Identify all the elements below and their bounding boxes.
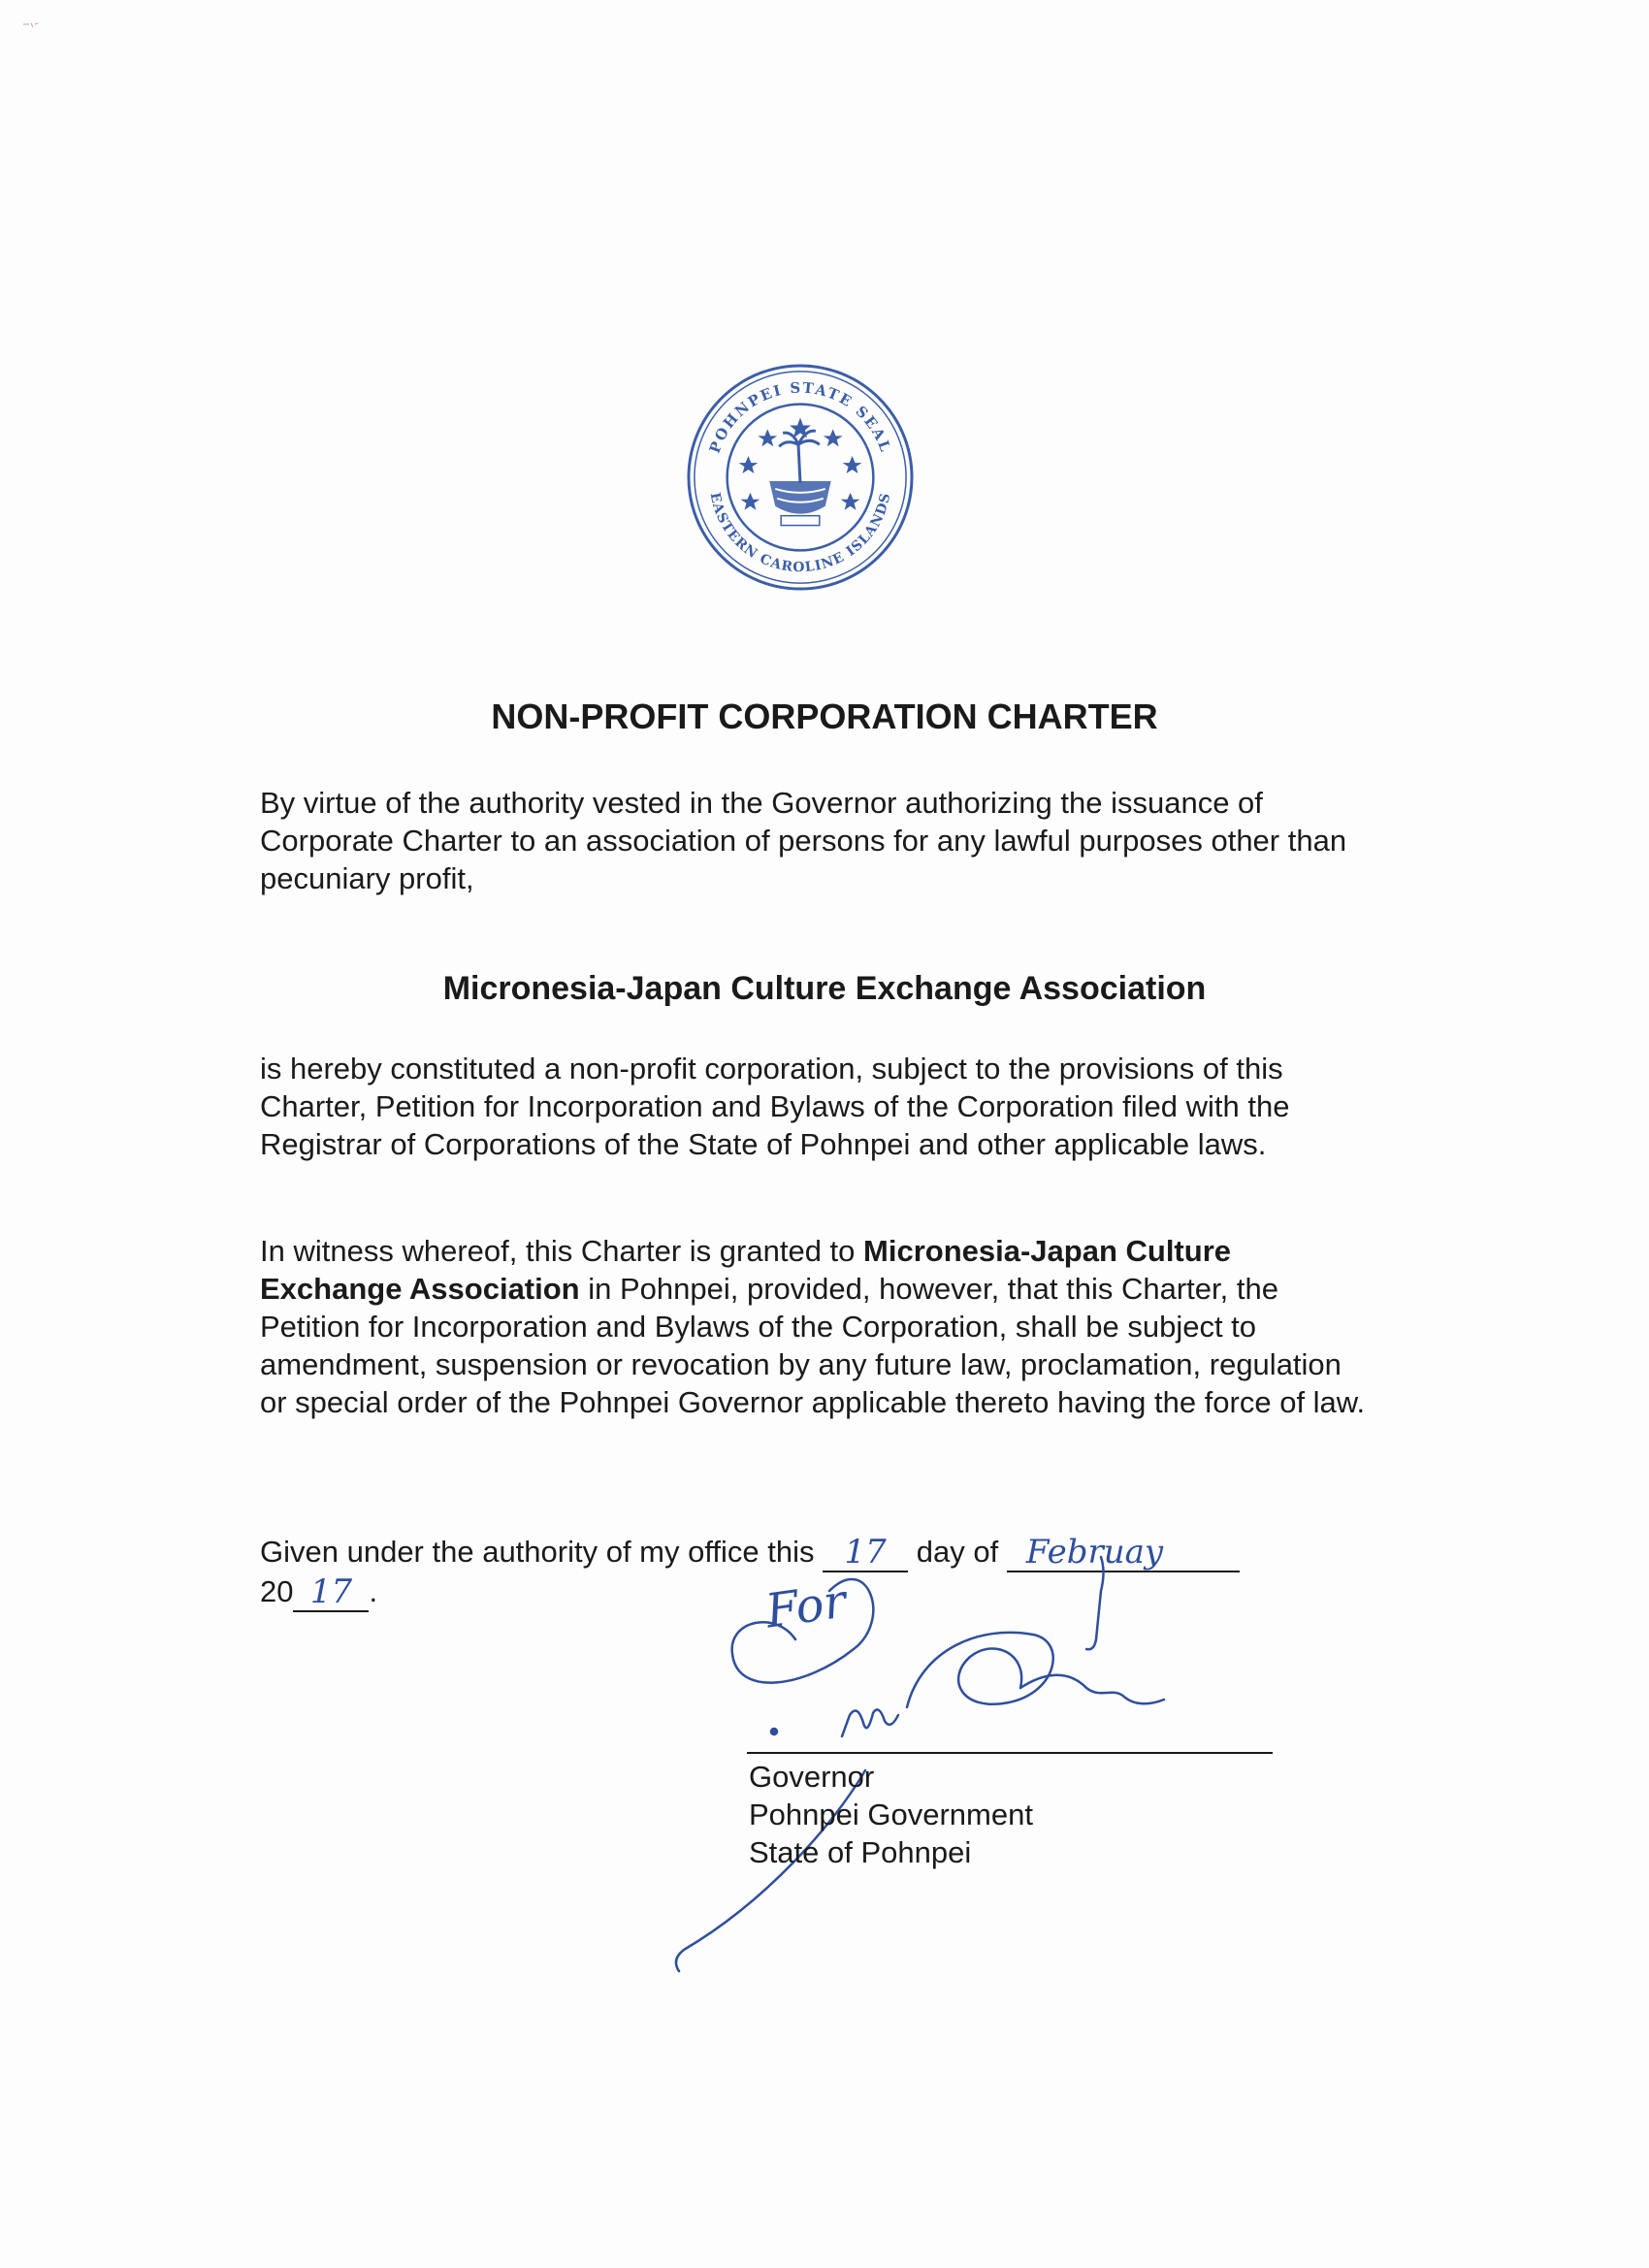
signature-for-text: For: [762, 1573, 850, 1639]
witness-text-after: in Pohnpei, provided, however, that this Charter, the Petition for Incorporation and Bylaws of the Corporation, shall be subject to amendment, suspension or revocation by any future law, proclamation, regulation or special order of the Pohnpei Governor applicable thereto having the force of law.: [260, 1272, 1366, 1419]
given-day-of: day of: [916, 1535, 999, 1569]
constitution-paragraph: is hereby constituted a non-profit corporation, subject to the provisions of this Charter, Petition for Incorporation and Bylaws of the Corporation filed with the Registrar of Corporations of the State of Pohnpei and other applicable laws.: [260, 1052, 1290, 1161]
signatory-title: Governor: [749, 1760, 875, 1794]
handwritten-day: 17: [844, 1533, 887, 1571]
governor-signature: [660, 1533, 1203, 1979]
seal-top-text: POHNPEI STATE SEAL: [705, 378, 895, 456]
pohnpei-state-seal: [685, 362, 916, 593]
given-end: .: [369, 1574, 378, 1608]
signatory-block: [749, 1758, 1033, 1871]
year-blank: [293, 1572, 369, 1612]
scan-artifact-mark: [21, 21, 41, 31]
signatory-government: Pohnpei Government: [749, 1798, 1033, 1831]
handwritten-year: 17: [309, 1572, 353, 1611]
witness-organization-name: Micronesia-Japan Culture Exchange Association: [260, 1234, 1231, 1306]
seal-shield: [769, 481, 830, 514]
given-prefix: Given under the authority of my office this: [260, 1535, 815, 1569]
signatory-state: State of Pohnpei: [749, 1835, 972, 1869]
signature-line: [747, 1752, 1273, 1754]
witness-text-before: In witness whereof, this Charter is granted to: [260, 1234, 864, 1268]
seal-palm-tree: [779, 431, 820, 483]
handwritten-month: Februay: [1025, 1533, 1164, 1571]
given-year-prefix: 20: [260, 1574, 294, 1608]
organization-name: Micronesia-Japan Culture Exchange Association: [442, 970, 1207, 1007]
intro-paragraph: By virtue of the authority vested in the Governor authorizing the issuance of Corporate Charter to an association of persons for any lawful purposes other than pecuniary profit,: [260, 786, 1347, 895]
seal-bottom-text: EASTERN CAROLINE ISLANDS: [706, 491, 894, 576]
page-title: NON-PROFIT CORPORATION CHARTER: [491, 697, 1158, 736]
witness-paragraph: [260, 1232, 1366, 1421]
